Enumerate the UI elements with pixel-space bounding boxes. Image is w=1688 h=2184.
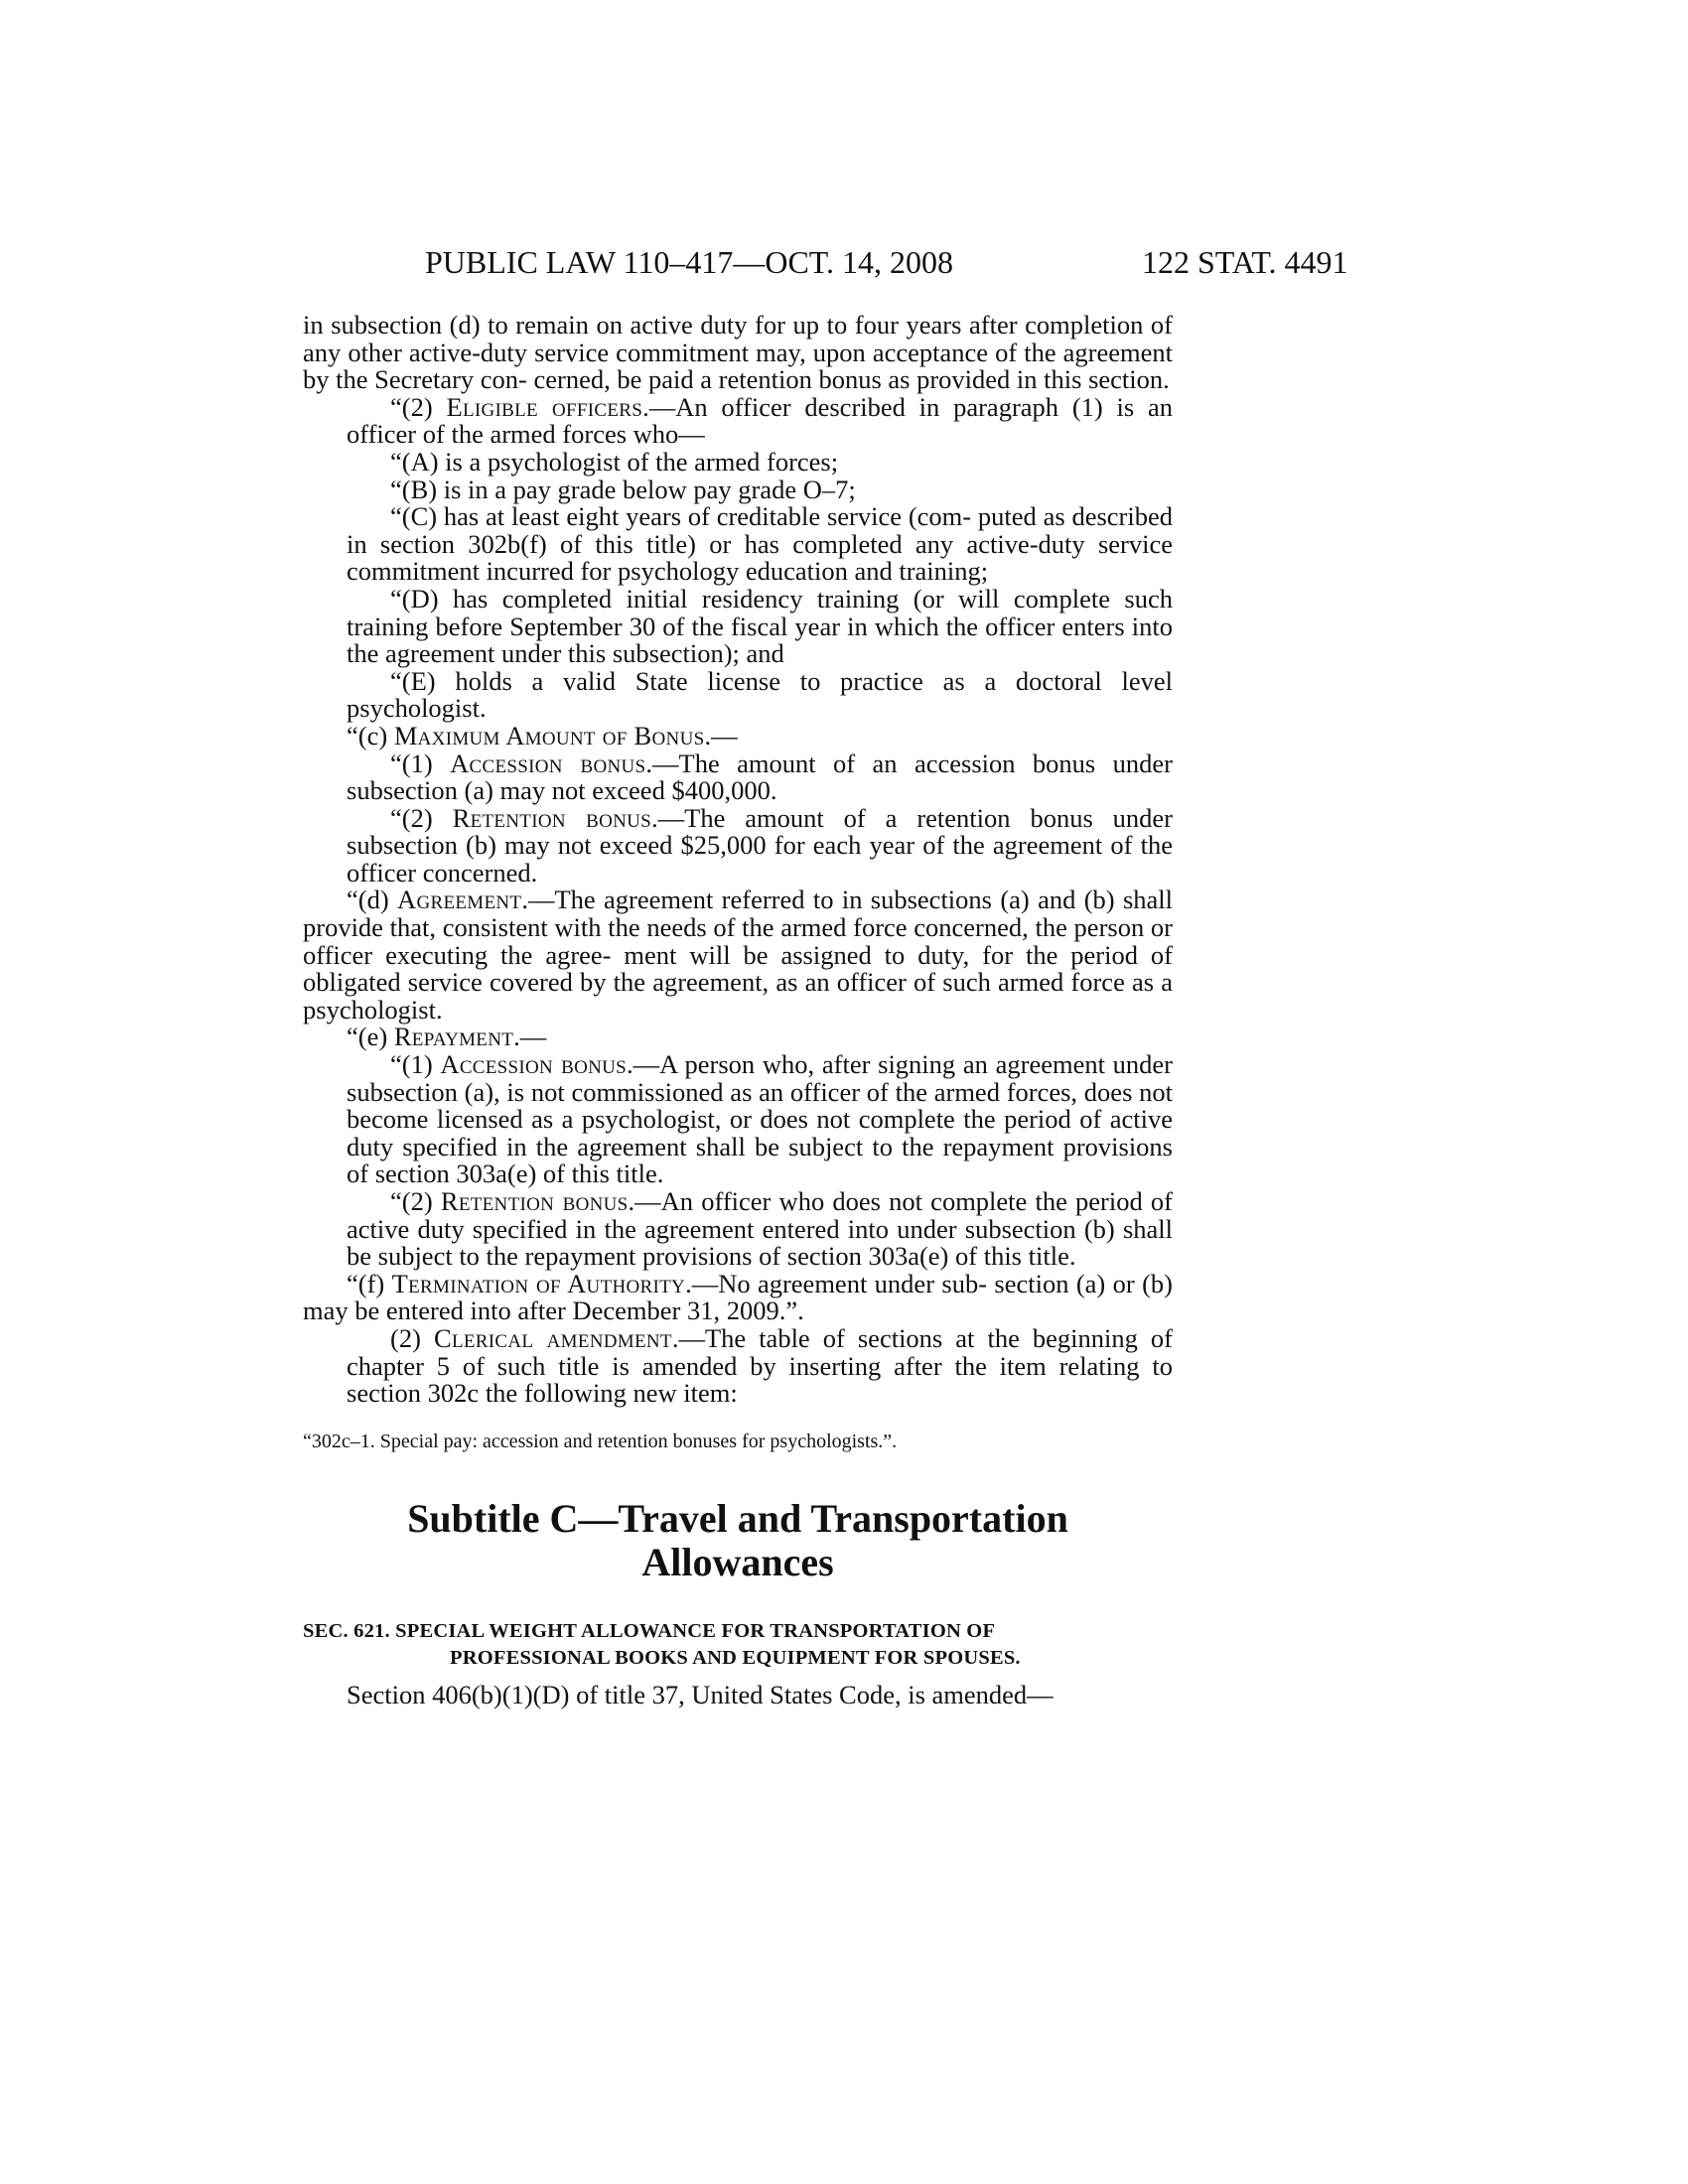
subtitle-line: Allowances [641, 1539, 834, 1584]
section-heading-line: SEC. 621. SPECIAL WEIGHT ALLOWANCE FOR TRANSPORTATION OF [303, 1619, 996, 1642]
subparagraph-a: “(A) is a psychologist of the armed forces; [390, 446, 839, 477]
subparagraph-b: “(B) is in a pay grade below pay grade O–7; [390, 474, 856, 504]
subsection-heading: Repayment [393, 1022, 514, 1052]
section-heading-line: PROFESSIONAL BOOKS AND EQUIPMENT FOR SPOUSES. [450, 1646, 1021, 1669]
paragraph-heading: Accession bonus [440, 1049, 628, 1080]
paragraph-repayment-retention: “(2) Retention bonus.—An officer who does not complete the period of active duty specified in the agreement entered into under subsection (b) shall be subject to the repayment provisions of section 303a(e) of this title. [347, 1186, 1174, 1272]
subsection-e: “(e) Repayment.— [347, 1022, 547, 1052]
subparagraph-d: “(D) has completed initial residency training (or will complete such training before September 30 of the fiscal year in which the officer enters into the agreement under this subsection); and [347, 583, 1173, 669]
subsection-heading: Maximum Amount of Bonus [393, 720, 705, 751]
section-body: Section 406(b)(1)(D) of title 37, United States Code, is amended— [347, 1679, 1054, 1709]
subsection-heading: Agreement [397, 885, 522, 915]
paragraph-heading: Retention bonus [440, 1186, 629, 1216]
subsection-f: “(f) Termination of Authority.—No agreement under sub- section (a) or (b) may be entered into after December 31, 2009.”. [303, 1268, 1173, 1326]
running-head: PUBLIC LAW 110–417—OCT. 14, 2008 [425, 244, 953, 280]
table-of-sections-item: “302c–1. Special pay: accession and retention bonuses for psychologists.”. [303, 1430, 898, 1452]
subsection-d: “(d) Agreement.—The agreement referred to in subsections (a) and (b) shall provide that, consistent with the needs of the armed force concerned, the person or officer executing the agree- ment will be assigned to duty, for the period of obligated service covered by the agreement, as an officer of such armed force as a psychologist. [303, 885, 1174, 1024]
subsection-heading: Termination of Authority [391, 1268, 686, 1298]
paragraph-retention-bonus: “(2) Retention bonus.—The amount of a retention bonus under subsection (b) may not exceed $25,000 for each year of the agreement of the officer concerned. [347, 802, 1174, 887]
subparagraph-list [303, 446, 1173, 724]
paragraph-heading: Accession bonus [450, 748, 646, 778]
section-heading [303, 1618, 1173, 1672]
paragraph: in subsection (d) to remain on active duty for up to four years after completion of any other active-duty service commitment may, upon acceptance of the agreement by the Secretary con- cerned, be paid a retention bonus as provided in this section. [303, 310, 1173, 395]
page-header [0, 244, 1688, 284]
paragraph-heading: Eligible officers [446, 391, 643, 422]
subparagraph-c: “(C) has at least eight years of creditable service (com- puted as described in section 302b(f) of this title) or has completed any active-duty service commitment incurred for psychology education and training; [347, 501, 1173, 587]
paragraph-repayment-accession: “(1) Accession bonus.—A person who, after signing an agreement under subsection (a), is not commissioned as an officer of the armed forces, does not become licensed as a psychologist, or does not complete the period of active duty specified in the agreement shall be subject to the repayment provisions of section 303a(e) of this title. [347, 1049, 1174, 1189]
paragraph-clerical-amendment: (2) Clerical amendment.—The table of sections at the beginning of chapter 5 of such title is amended by inserting after the item relating to section 302c the following new item: [347, 1322, 1174, 1409]
subtitle-heading [303, 1497, 1173, 1584]
paragraph-eligible-officers: “(2) Eligible officers.—An officer described in paragraph (1) is an officer of the armed forces who— [347, 391, 1173, 450]
subtitle-line: Subtitle C—Travel and Transportation [407, 1495, 1068, 1541]
paragraph-accession-bonus: “(1) Accession bonus.—The amount of an accession bonus under subsection (a) may not exceed $400,000. [347, 748, 1173, 806]
subsection-c: “(c) Maximum Amount of Bonus.— [347, 720, 738, 751]
subparagraph-e: “(E) holds a valid State license to practice as a doctoral level psychologist. [347, 665, 1173, 724]
paragraph-heading: Clerical amendment [433, 1322, 672, 1353]
page-number: 122 STAT. 4491 [1142, 244, 1348, 280]
paragraph-heading: Retention bonus [452, 802, 652, 833]
statute-text [303, 312, 1173, 1708]
